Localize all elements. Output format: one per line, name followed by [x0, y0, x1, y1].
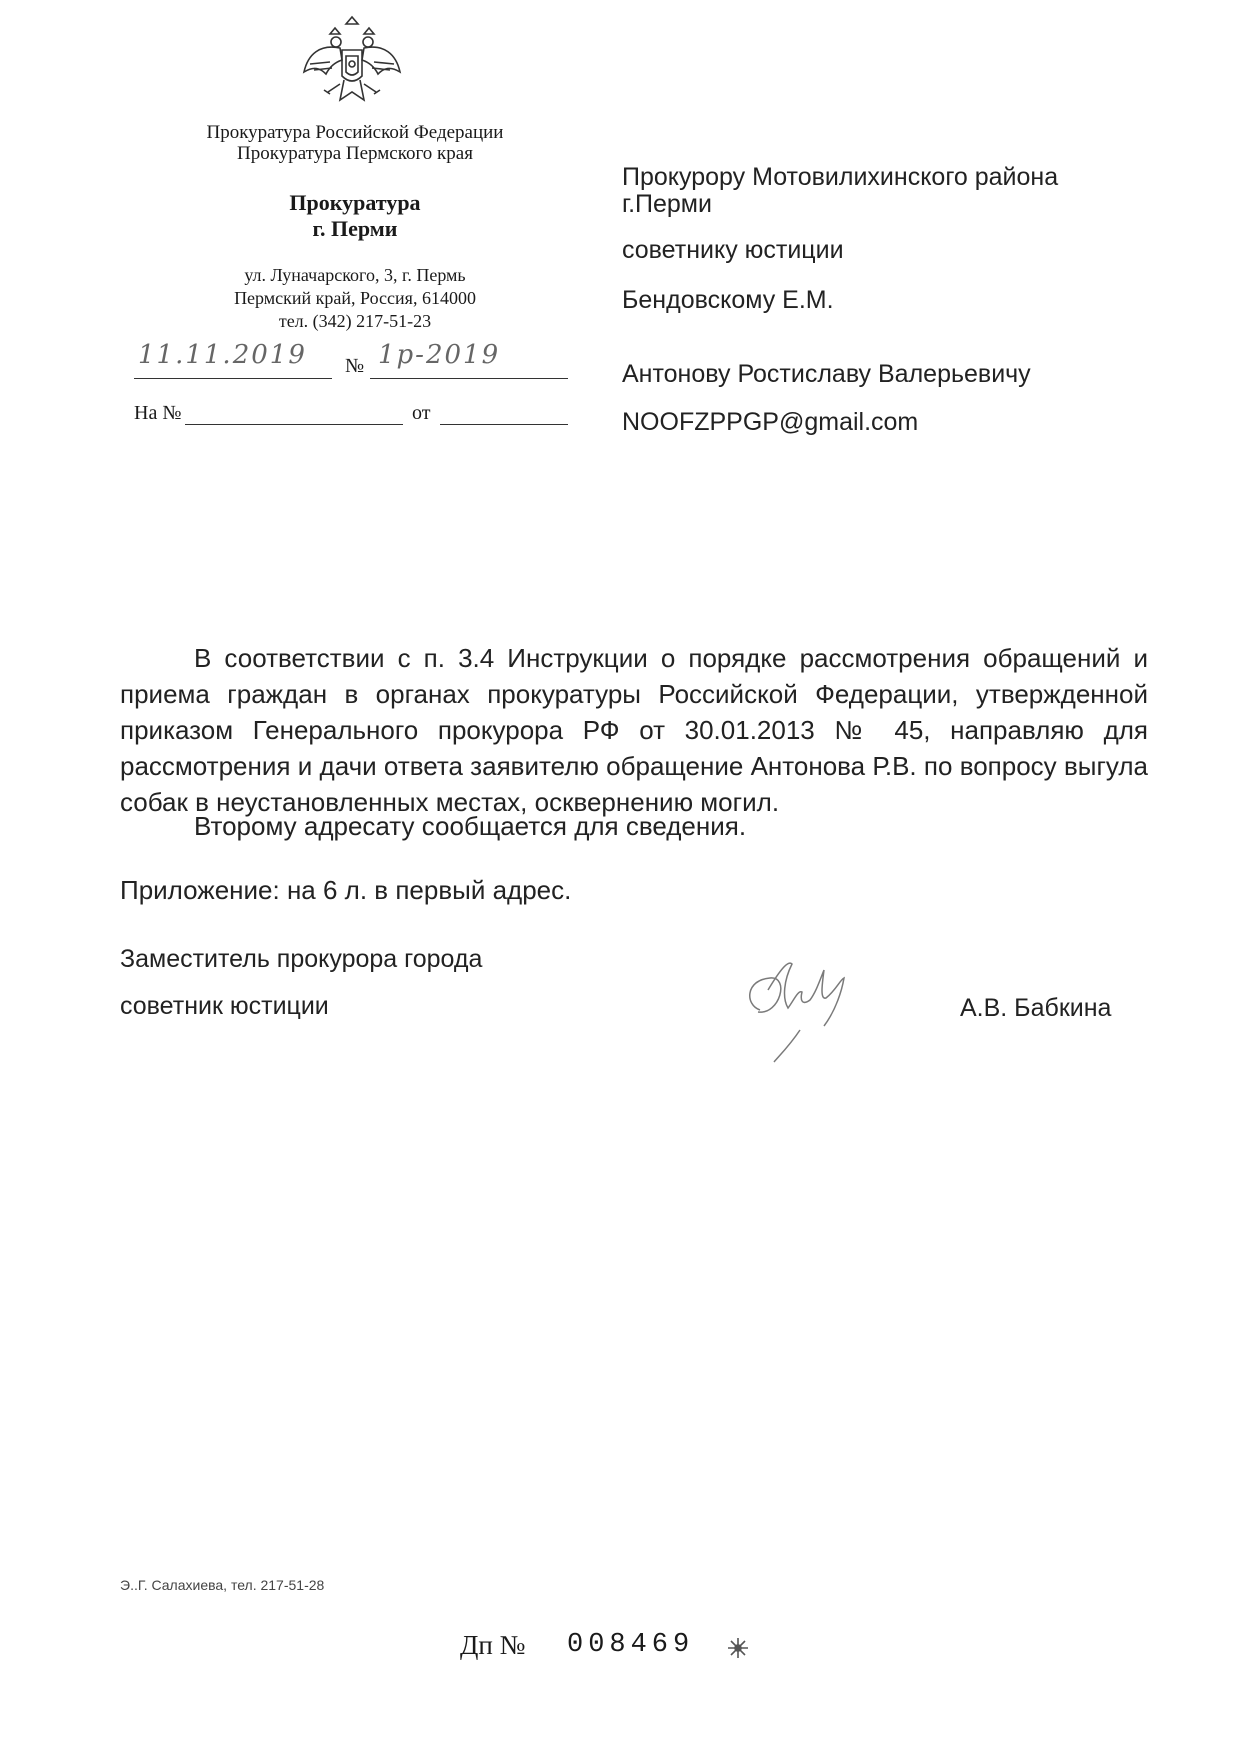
recipient-line-4: Бендовскому Е.М. [622, 286, 834, 314]
signatory-rank: советник юстиции [120, 992, 329, 1020]
serial-number: 008469 [567, 1630, 695, 1660]
snowflake-ornament-icon [726, 1636, 750, 1660]
recipient-line-3: советнику юстиции [622, 236, 844, 264]
number-underline [370, 378, 568, 379]
second-recipient-name: Антонову Ростиславу Валерьевичу [622, 360, 1031, 388]
letter-body-note: Второму адресату сообщается для сведения. [194, 811, 747, 841]
serial-label: Дп № [460, 1630, 526, 1660]
coat-of-arms-emblem [300, 14, 404, 114]
handwritten-signature [740, 950, 880, 1065]
recipient-line-1: Прокурору Мотовилихинского района [622, 163, 1059, 191]
office-name-line1: Прокуратура [289, 190, 421, 215]
office-address-region: Пермский край, Россия, 614000 [234, 288, 476, 308]
second-recipient-email: NOOFZPPGP@gmail.com [622, 408, 919, 436]
recipient-line-2: г.Перми [622, 190, 712, 218]
office-address-street: ул. Луначарского, 3, г. Пермь [244, 265, 466, 285]
registration-number-handwritten: 1р-2019 [378, 340, 501, 370]
registration-date-handwritten: 11.11.2019 [138, 340, 307, 370]
office-phone: тел. (342) 217-51-23 [278, 311, 432, 331]
date-underline [134, 378, 332, 379]
agency-name-regional: Прокуратура Пермского края [237, 143, 473, 164]
reference-date-line [440, 424, 568, 425]
executor-contact: Э..Г. Салахиева, тел. 217-51-28 [120, 1577, 325, 1593]
reference-number-line [185, 424, 403, 425]
signatory-name: А.В. Бабкина [960, 994, 1112, 1022]
reference-from-label: от [412, 402, 431, 424]
reference-number-label: На № [134, 402, 182, 424]
number-label: № [345, 355, 365, 377]
letter-body-paragraph: В соответствии с п. 3.4 Инструкции о порядке рассмотрения обращений и приема граждан в органах прокуратуры Российской Федерации, утвержденной приказом Генерального прокурора РФ от 30.01.2013 № 45, направляю для рассмотрения и дачи ответа заявителю обращение Антонова Р.В. по вопросу выгула собак в неустановленных местах, осквернению могил. [120, 643, 1148, 817]
attachment-note: Приложение: на 6 л. в первый адрес. [120, 875, 572, 905]
agency-name-federal: Прокуратура Российской Федерации [206, 122, 504, 143]
signatory-title: Заместитель прокурора города [120, 945, 483, 973]
office-name-line2: г. Перми [312, 216, 398, 241]
